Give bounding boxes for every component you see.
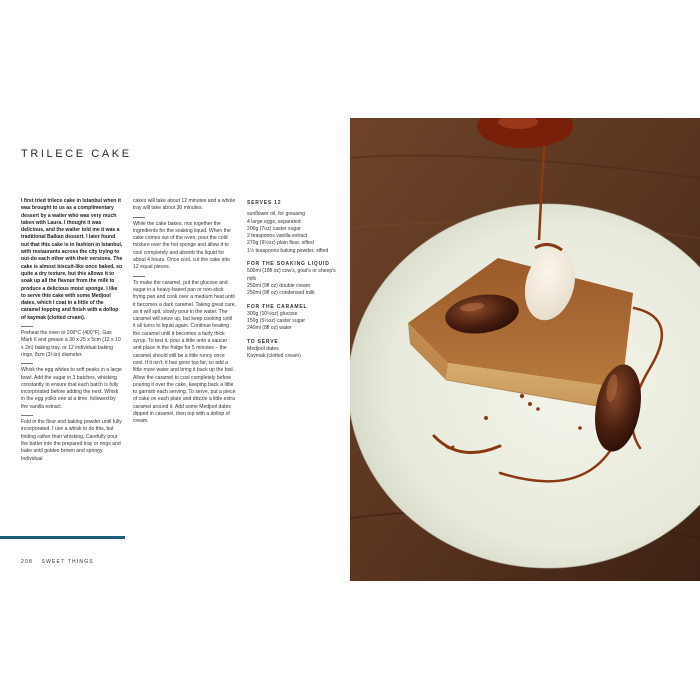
ingredients-column <box>247 198 339 361</box>
divider <box>21 415 33 416</box>
recipe-intro: I first tried trilece cake in Istanbul when it was brought to us as a complimentary dessert by a waiter who was very much taken with Laura. I thought it was delicious, and the waiter told me it was a traditional Balkan dessert. I later found out that this cake is in fashion in Istanbul, with restaurants across the city trying to out-do each other with their versions. The cake is almost biscuit-like once baked, so quite a dry texture, but this allows it to soak up all the flavour from the milk to produce a delicious moist sponge. I like to serve this cake with some Medjool dates, which I coat in a little of the caramel topping and finish with a dollop of kaymak (clotted cream). <box>21 198 123 321</box>
dessert-photo <box>350 118 700 581</box>
ingredient-item: sunflower oil, for greasing <box>247 211 306 218</box>
ingredient-item: 4 large eggs, separated <box>247 218 301 225</box>
page-number: 208 <box>21 559 33 565</box>
method-column-1 <box>21 198 123 467</box>
serve-heading: TO SERVE <box>247 338 279 345</box>
ingredient-item: 250ml (9fl oz) double cream <box>247 282 311 289</box>
serves-heading: SERVES 12 <box>247 200 282 206</box>
ingredient-item: Kaymak (clotted cream) <box>247 353 301 360</box>
recipe-title: TRILECE CAKE <box>21 148 132 160</box>
divider <box>133 217 145 218</box>
divider <box>133 276 145 277</box>
section-name: SWEET THINGS <box>41 559 94 565</box>
ingredient-item: 150g (5½oz) caster sugar <box>247 318 306 325</box>
soaking-heading: FOR THE SOAKING LIQUID <box>247 261 330 268</box>
ingredient-item: 250ml (9fl oz) condensed milk <box>247 290 315 297</box>
divider <box>21 363 33 364</box>
method-step: Fold in the flour and baking powder until fully incorporated. I use a whisk to do this, but folding rather than whisking. Carefully pour the batter into the prepared tray or rings and bake until golden brown and springy. Individual <box>21 419 122 462</box>
ingredient-item: 200g (7oz) caster sugar <box>247 225 301 232</box>
method-step: While the cake bakes, mix together the ingredients for the soaking liquid. When the cake comes out of the oven, pour the cold mixture over the hot sponge and allow it to cool completely and absorb the liquid for about 4 hours. Once cool, cut the cake into 12 equal pieces. <box>133 220 231 271</box>
method-step: To make the caramel, put the glucose and sugar in a heavy-based pan or non-stick frying pan and cook over a medium heat until it becomes a dark caramel. Taking great care, as it will spit, slowly pour in the water. The caramel will seize up, but keep cooking until it all turns to liquid again. Continue heating the caramel until it becomes a fairly thick syrup. To test it, pour a little onto a saucer and place in the fridge for 5 minutes – the caramel should still be a little runny once cool. If it isn't, it has gone too far, so add a little more water and bring it back up the boil. Allow the caramel to cool completely before pouring it over the cake, keeping back a little to garnish each serving. To serve, put a piece of cake on each plate and drizzle a little extra caramel around it. Add some Medjool dates dipped in caramel, then top with a dollop of cream. <box>133 279 236 425</box>
method-step: Whisk the egg whites to soft peaks in a large bowl. Add the sugar in 3 batches, whisking constantly to ensure that each batch is fully incorporated before adding the next. Whisk in the egg yolks one at a time, followed by the vanilla extract. <box>21 367 122 410</box>
ingredient-item: 500ml (18fl oz) cow's, goat's or sheep's milk <box>247 268 336 282</box>
ingredient-item: 270g (9½oz) plain flour, sifted <box>247 240 314 247</box>
method-column-2 <box>133 198 236 430</box>
ingredient-item: 300g (10½oz) glucose <box>247 310 298 317</box>
ingredient-item: 240ml (8fl oz) water <box>247 325 292 332</box>
method-step: cakes will take about 12 minutes and a whole tray will take about 30 minutes. <box>133 198 236 212</box>
ingredient-item: Medjool dates <box>247 346 279 353</box>
caramel-heading: FOR THE CARAMEL <box>247 303 308 310</box>
ingredient-item: 2 teaspoons vanilla extract <box>247 233 308 240</box>
page-footer <box>21 559 94 565</box>
divider <box>21 326 33 327</box>
accent-bar <box>0 536 125 539</box>
method-step: Preheat the oven to 200°C (400°F), Gas Mark 6 and grease a 30 x 25 x 5cm (12 x 10 x 2in) baking tray, or 12 individual baking rings, 8cm (3¼in) diameter. <box>21 330 121 358</box>
ingredient-item: 1½ teaspoons baking powder, sifted <box>247 247 329 254</box>
